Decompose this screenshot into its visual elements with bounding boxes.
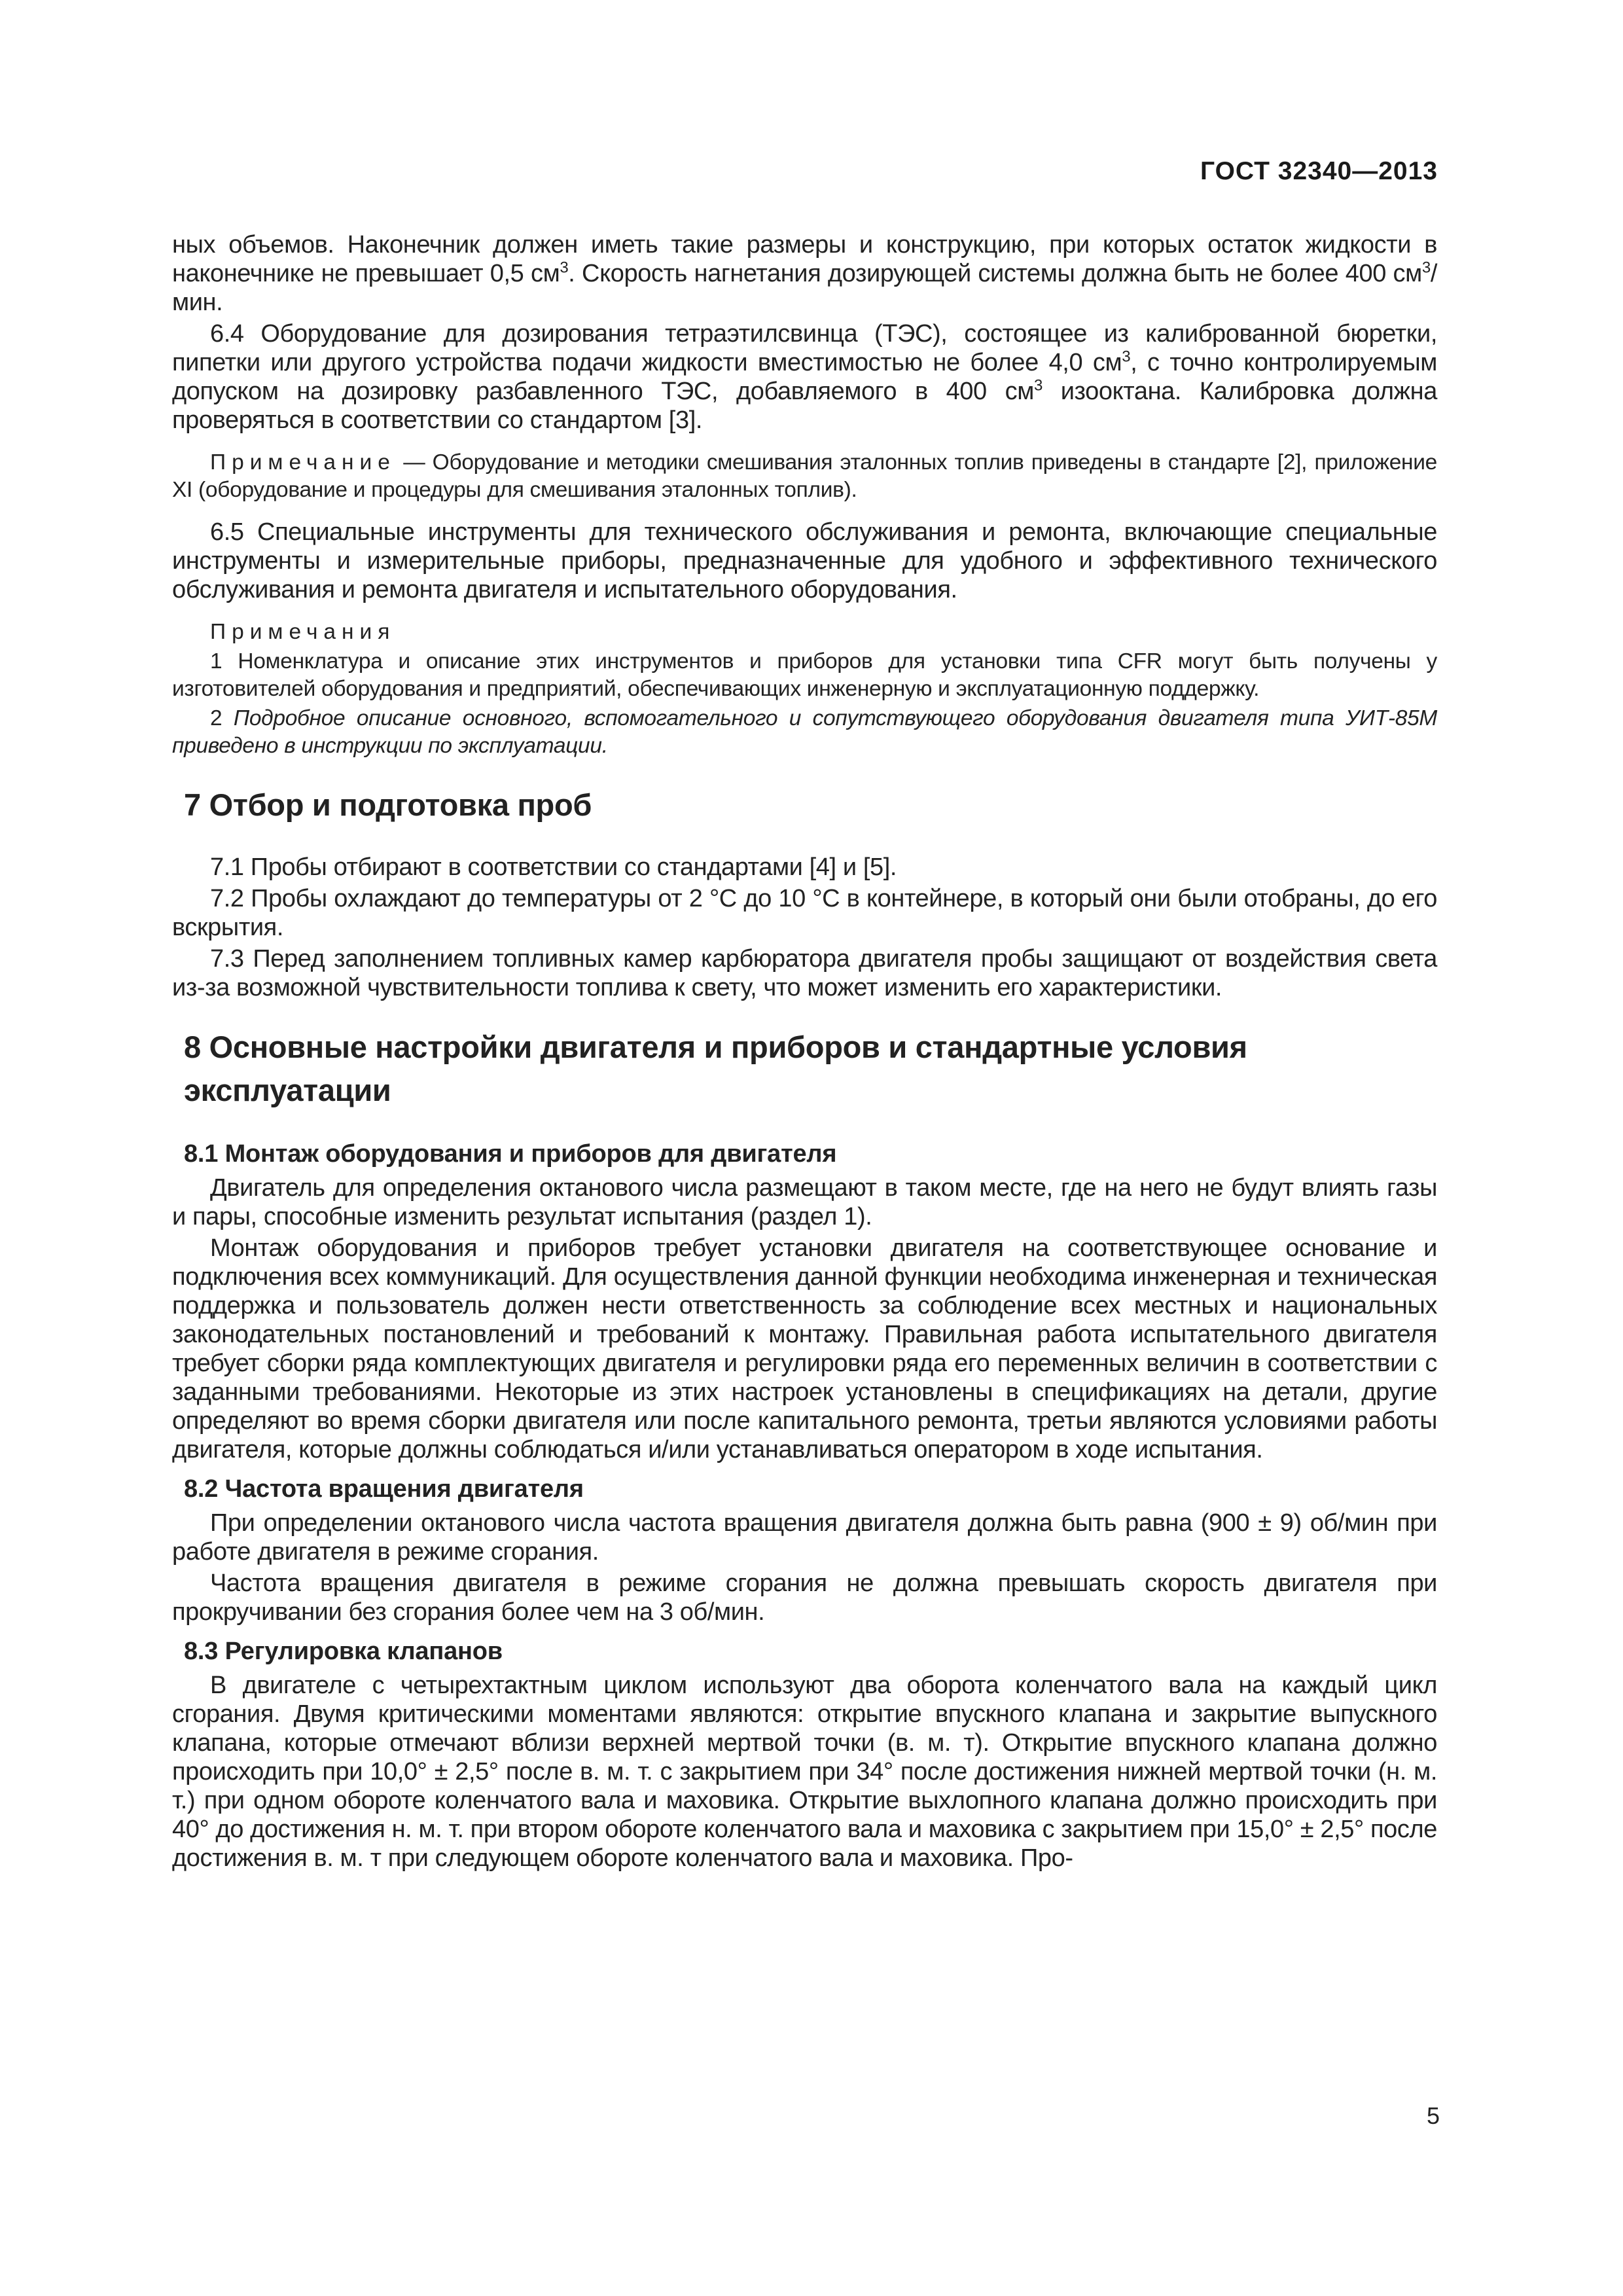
note-item-1: 1 Номенклатура и описание этих инструментов и приборов для установки типа CFR могут быть получены у изготовителей оборудования и предприятий, обеспечивающих инженерную и эксплуатационную поддержку. bbox=[172, 649, 1437, 701]
text-run: ных объемов. Наконечник должен иметь такие размеры и конструкцию, при которых остаток жидкости в наконечнике не превышает 0,5 см bbox=[172, 231, 1437, 287]
subsection-8-1-heading: 8.1 Монтаж оборудования и приборов для двигателя bbox=[184, 1140, 837, 1168]
section-7-heading: 7 Отбор и подготовка проб bbox=[184, 787, 592, 822]
superscript: 3 bbox=[1421, 259, 1431, 277]
note-item-2 bbox=[172, 705, 1437, 760]
superscript: 3 bbox=[1122, 348, 1131, 366]
notes-label bbox=[172, 619, 1437, 646]
note-equipment bbox=[172, 449, 1437, 504]
note-number: 2 bbox=[210, 706, 234, 730]
paragraph-6-5: 6.5 Специальные инструменты для технического обслуживания и ремонта, включающие специальные инструменты и измерительные приборы, предназначенные для удобного и эффективного технического обслуживания и ремонта двигателя и испытательного оборудования. bbox=[172, 518, 1437, 603]
document-header: ГОСТ 32340—2013 bbox=[1200, 157, 1438, 185]
text-run: 6.4 Оборудование для дозирования тетраэтилсвинца (ТЭС), состоящее из калиброванной бюретки, пипетки или другого устройства подачи жидкости вместимостью не более 4,0 см bbox=[172, 320, 1437, 376]
paragraph-7-3: 7.3 Перед заполнением топливных камер карбюратора двигателя пробы защищают от воздействия света из-за возможной чувствительности топлива к свету, что может изменить его характеристики. bbox=[172, 945, 1437, 1001]
paragraph-8-2-b: Частота вращения двигателя в режиме сгорания не должна превышать скорость двигателя при прокручивании без сгорания более чем на 3 об/мин. bbox=[172, 1570, 1437, 1626]
paragraph-6-4 bbox=[172, 319, 1437, 435]
superscript: 3 bbox=[560, 259, 569, 277]
text-run: изооктана. Калибровка должна проверяться в соответствии со стандартом [3]. bbox=[172, 378, 1437, 434]
paragraph-8-3-a: В двигателе с четырехтактным циклом используют два оборота коленчатого вала на каждый цикл сгорания. Двумя критическими моментами являются: открытие впускного клапана и закрытие выпускного клапана, которые отмечают вблизи верхней мертвой точки (в. м. т). Открытие впускного клапана должно происходить при 10,0° ± 2,5° после в. м. т. с закрытием при 34° после достижения нижней мертвой точки (н. м. т.) при одном обороте коленчатого вала и маховика. Открытие выхлопного клапана должно происходить при 40° до достижения н. м. т. при втором обороте коленчатого вала и маховика с закрытием при 15,0° ± 2,5° после достижения в. м. т при следующем обороте коленчатого вала и маховика. Про- bbox=[172, 1672, 1437, 1872]
paragraph-8-2-a: При определении октанового числа частота вращения двигателя должна быть равна (900 ± 9) об/мин при работе двигателя в режиме сгорания. bbox=[172, 1509, 1437, 1566]
page-body bbox=[172, 230, 1437, 1875]
paragraph-7-2: 7.2 Пробы охлаждают до температуры от 2 °С до 10 °С в контейнере, в который они были отобраны, до его вскрытия. bbox=[172, 885, 1437, 941]
text-run: , с точно контролируемым допуском на дозировку разбавленного ТЭС, добавляемого в 400 см bbox=[172, 349, 1437, 405]
note-text: — Оборудование и методики смешивания эталонных топлив приведены в стандарте [2], приложение XI (оборудование и процедуры для смешивания эталонных топлив). bbox=[172, 450, 1437, 502]
paragraph-8-1-b: Монтаж оборудования и приборов требует установки двигателя на соответствующее основание и подключения всех коммуникаций. Для осуществления данной функции необходима инженерная и техническая поддержка и пользователь должен нести ответственность за соблюдение всех местных и национальных законодательных постановлений и требований к монтажу. Правильная работа испытательного двигателя требует сборки ряда комплектующих двигателя и регулировки ряда его переменных величин в соответствии с заданными требованиями. Некоторые из этих настроек установлены в спецификациях на детали, другие определяют во время сборки двигателя или после капитального ремонта, третьи являются условиями работы двигателя, которые должны соблюдаться и/или устанавливаться оператором в ходе испытания. bbox=[172, 1234, 1437, 1463]
subsection-8-2-heading: 8.2 Частота вращения двигателя bbox=[184, 1475, 584, 1503]
paragraph-8-1-a: Двигатель для определения октанового числа размещают в таком месте, где на него не будут влиять газы и пары, способные изменить результат испытания (раздел 1). bbox=[172, 1174, 1437, 1230]
text-run: . Скорость нагнетания дозирующей системы должна быть не более 400 см bbox=[568, 260, 1422, 287]
continued-paragraph bbox=[172, 230, 1437, 317]
section-8-heading: 8 Основные настройки двигателя и приборов и стандартные условия эксплуатации bbox=[184, 1030, 1247, 1107]
text-run: /мин. bbox=[172, 260, 1438, 316]
notes-label-text: Примечания bbox=[210, 620, 396, 644]
note-italic-text: Подробное описание основного, вспомогательного и сопутствующего оборудования двигателя типа УИТ-85М приведено в инструкции по эксплуатации. bbox=[172, 706, 1438, 758]
subsection-8-3-heading: 8.3 Регулировка клапанов bbox=[184, 1638, 503, 1665]
note-label: Примечание bbox=[210, 450, 396, 475]
page-number: 5 bbox=[1426, 2102, 1440, 2129]
superscript: 3 bbox=[1033, 376, 1043, 395]
paragraph-7-1: 7.1 Пробы отбирают в соответствии со стандартами [4] и [5]. bbox=[210, 853, 897, 881]
